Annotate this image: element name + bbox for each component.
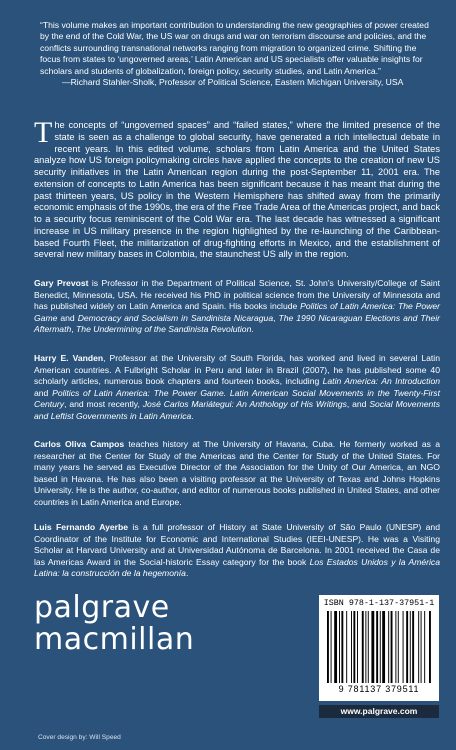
cover-design-credit: Cover design by: Will Speed	[38, 734, 121, 741]
barcode-bar	[388, 611, 389, 683]
bio-name: Carlos Oliva Campos	[34, 439, 125, 449]
drop-cap: T	[34, 116, 53, 149]
publisher-line2: macmillan	[34, 622, 195, 657]
barcode-bar	[351, 611, 352, 683]
barcode-bar	[368, 611, 369, 683]
publisher-line1: palgrave	[34, 590, 170, 625]
barcode-bar	[412, 611, 414, 683]
barcode-bar	[362, 611, 364, 683]
barcode-bar	[341, 611, 343, 683]
bio-name: Harry E. Vanden	[34, 353, 104, 363]
barcode-bar	[334, 611, 337, 683]
bio-gary-prevost: Gary Prevost is Professor in the Department of Political Science, St. John’s University/College of Saint Benedict, Minnesota, USA. He received his PhD in political science from the University of Minnesota and has published widely on Latin America and Spain. His books include Politics of Latin America: The Power Game and Democracy and Socialism in Sandinista Nicaragua, The 1990 Nicaraguan Elections and Their Aftermath, The Undermining of the Sandinista Revolution.	[34, 278, 441, 334]
barcode-bar	[376, 611, 378, 683]
bio-name: Luis Fernando Ayerbe	[34, 522, 129, 532]
bio-luis-fernando-ayerbe: Luis Fernando Ayerbe is a full professor of History at State University of São Paulo (UNESP) and Coordinator of the Institute for Economic and International Studies (IEEI-UNESP). He was a Visiting Scholar at Harvard University and at Universidad Autónoma de Barcelona. In 2001 received the Casa de las Americas Award in the Social-historic Essay category for the book Los Estados Unidos y la América Latina: la construcción de la hegemonía.	[34, 522, 440, 578]
book-description	[34, 116, 440, 261]
publisher-url[interactable]: www.palgrave.com	[319, 705, 439, 718]
barcode-bar	[418, 611, 419, 683]
barcode-bar	[429, 611, 431, 683]
bio-carlos-oliva-campos: Carlos Oliva Campos teaches history at The University of Havana, Cuba. He formerly worked as a researcher at the Center for Study of the Americas and the Center for Study of the United States. For many years he served as Executive Director of the Association for the Unity of Our America, an NGO based in Havana. He has also been a visiting professor at the University of Texas and Johns Hopkins University. He is the author, co-author, and editor of numerous books published in United States, and other countries in Latin America and Europe.	[34, 439, 440, 507]
bio-harry-vanden: Harry E. Vanden, Professor at the University of South Florida, has worked and lived in several Latin American countries. A Fulbright Scholar in Peru and later in Brazil (2007), he has published some 40 scholarly articles, numerous book chapters and fourteen books, including Latin America: An Introduction and Politics of Latin America: The Power Game. Latin American Social Movements in the Twenty-First Century, and most recently, José Carlos Mariátegui: An Anthology of His Writings, and Social Movements and Leftist Governments in Latin America.	[34, 353, 441, 421]
barcode-bar	[346, 611, 347, 683]
isbn-label: ISBN 978-1-137-37951-1	[323, 598, 435, 608]
barcode-graphic	[327, 611, 431, 683]
barcode-bar	[391, 611, 393, 683]
barcode-bar	[339, 611, 340, 683]
barcode-bar	[398, 611, 399, 683]
barcode-bar	[406, 611, 408, 683]
barcode-bar	[382, 611, 385, 683]
bio-name: Gary Prevost	[34, 278, 89, 288]
quote-text: “This volume makes an important contribution to understanding the new geographies of power created by the end of the Cold War, the US war on drugs and war on terrorism discourse and policies, and the conflicts surrounding transnational networks ranging from migration to organized crime. Shifting the focus from states to ‘ungoverned areas,’ Latin American and US specialists offer valuable insights for scholars and students of globalization, foreign policy, security studies, and Latin America.”	[40, 20, 429, 76]
description-text: he concepts of “ungoverned spaces” and “failed states,” where the limited presence of the state is seen as a challenge to global security, have generated a rich intellectual debate in recent years. In this edited volume, scholars from Latin America and the United States analyze how US foreign policymaking circles have applied the concepts to the creation of new US security initiatives in the Latin American region during the post-September 11, 2001 era. The extension of concepts to Latin America has been significant because it has meant that during the past thirteen years, US policy in the Western Hemisphere has shifted away from the primarily economic emphasis of the 1990s, the era of the Free Trade Area of the Americas project, and back to a security focus reminiscent of the Cold War era. The last decade has witnessed a significant increase in US military presence in the region highlighted by the re-launching of the Caribbean-based Fourth Fleet, the militarization of drug-fighting efforts in Mexico, and the establishment of several new military bases in Colombia, the staunchest US ally in the region.	[34, 120, 440, 260]
barcode-bar	[395, 611, 396, 683]
barcode-bar	[327, 611, 329, 683]
isbn-barcode-box	[319, 595, 439, 701]
publisher-logo	[34, 592, 194, 656]
barcode-bar	[365, 611, 366, 683]
barcode-bar	[357, 611, 358, 683]
barcode-bar	[421, 611, 422, 683]
barcode-bar	[353, 611, 355, 683]
barcode-digits: 9 781137 379511	[338, 684, 420, 694]
barcode-bar	[331, 611, 332, 683]
barcode-bar	[424, 611, 425, 683]
barcode-bar	[371, 611, 374, 683]
barcode-bar	[380, 611, 381, 683]
barcode-bar	[403, 611, 404, 683]
quote-attribution: —Richard Stahler-Sholk, Professor of Political Science, Eastern Michigan University, USA	[62, 77, 404, 88]
endorsement-quote	[40, 20, 438, 88]
barcode-bar	[410, 611, 411, 683]
